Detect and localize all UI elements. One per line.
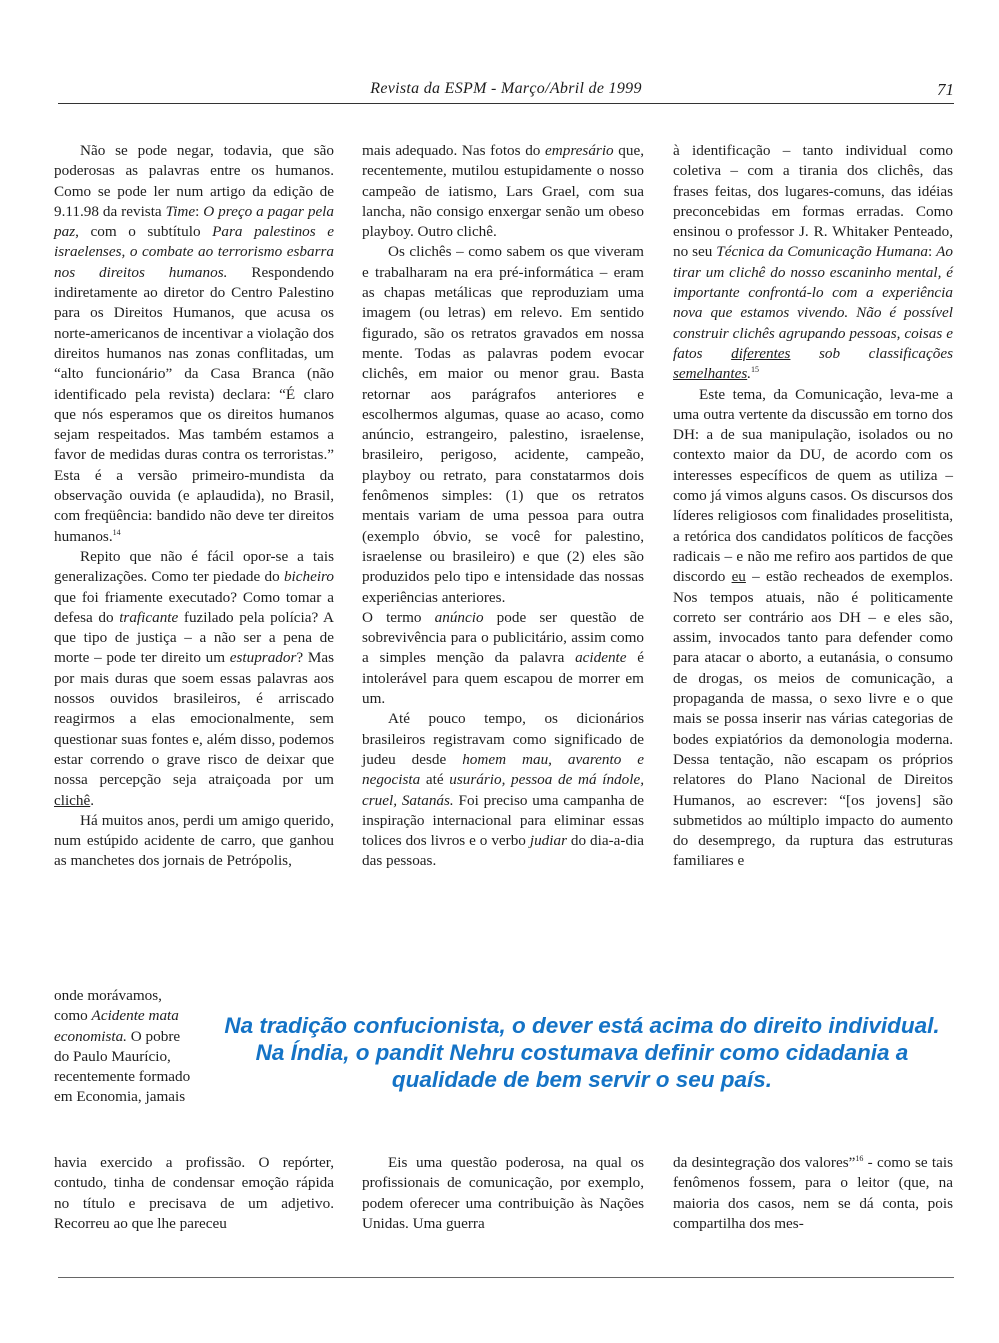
- paragraph: à identificação – tanto individual como coletiva – com a tirania dos clichês, das frases feitas, dos lugares-comuns, das idéias preconcebidas em formas erradas. Como ensinou o professor J. R. Whitaker Penteado, no seu Técnica da Comunicação Humana: Ao tirar um clichê do nosso escaninho mental, é importante confrontá-lo com a experiência nova que estamos vivendo. Não é possível construir clichês agrupando pessoas, coisas e fatos diferentes sob classificações semelhantes.$^{15}$: [673, 142, 954, 383]
- paragraph: Eis uma questão poderosa, na qual os profissionais de comunicação, por exemplo, podem oferecer uma contribuição às Nações Unidas. Uma guerra: [362, 1154, 644, 1232]
- column-1-narrow: onde morávamos, como Acidente mata economista. O pobre do Paulo Maurício, recentemente formado em Economia, jamais: [54, 987, 191, 1106]
- column-2: [362, 141, 644, 872]
- journal-title: Revista da ESPM - Março/Abril de 1999: [370, 80, 642, 97]
- footnote-ref: 15: [751, 365, 760, 375]
- paragraph: Repito que não é fácil opor-se a tais generalizações. Como ter piedade do bicheiro que foi friamente executado? Como tomar a defesa do traficante fuzilado pela polícia? A que tipo de justiça – a não ser a pena de morte – pode ter direito um estuprador? Mas por mais duras que soem essas palavras aos nossos ouvidos brasileiros, é arriscado reagirmos a elas emocionalmente, sem questionar suas fontes e, além disso, podemos estar correndo o grave risco de deixar que nossa percepção seja atraiçoada por um clichê.: [54, 547, 334, 809]
- paragraph: Não se pode negar, todavia, que são poderosas as palavras entre os humanos. Como se pode ler num artigo da edição de 9.11.98 da revista Time: O preço a pagar pela paz, com o subtítulo Para palestinos e israelenses, o combate ao terrorismo esbarra nos direitos humanos. Respondendo indiretamente ao diretor do Centro Palestino para os Direitos Humanos, que acusa os norte-americanos de incentivar a violação dos direitos humanos nas zonas conflitadas, um “alto funcionário” da Casa Branca (não identificado pela revista) declara: “É claro que nós esperamos que os direitos humanos sejam respeitados. Mas também estamos a favor de medidas duras contra os terroristas.” Esta é a versão primeiro-mundista da observação ouvida (e aplaudida), no Brasil, com freqüência: bandido não deve ter direitos humanos.$^{14}$: [54, 142, 334, 545]
- pull-quote: Na tradição confucionista, o dever está acima do direito individual. Na Índia, o pandit Nehru costumava definir como cidadania a qualidade de bem servir o seu país.: [224, 1013, 940, 1092]
- paragraph: Os clichês – como sabem os que viveram e trabalharam na era pré-informática – eram as chapas metálicas que reproduziam uma imagem (ou letras) em relevo. Em sentido figurado, são os retratos gravados em nossa mente. Todas as palavras podem evocar clichês, em maior ou menor grau. Basta retornar aos parágrafos anteriores e escolhermos algumas, quase ao acaso, como anúncio, estrangeiro, palestino, israelense, brasileiro, perigoso, acidente, campeão, playboy ou retrato, para constatarmos dois fenômenos simples: (1) que os retratos mentais variam de uma pessoa para outra (exemplo óbvio, se você for palestino, israelense ou brasileiro) e que (2) eles são produzidos pelo tipo e intensidade das nossas experiências anteriores.: [362, 243, 644, 606]
- column-1-bottom: [54, 1153, 334, 1234]
- footnote-ref: 16: [855, 1153, 864, 1163]
- footer-rule: [58, 1277, 954, 1278]
- page-number: 71: [937, 80, 954, 99]
- paragraph: havia exercido a profissão. O repórter, contudo, tinha de condensar emoção rápida no título e precisava de um adjetivo. Recorreu ao que lhe pareceu: [54, 1154, 334, 1232]
- paragraph: Até pouco tempo, os dicionários brasileiros registravam como significado de judeu desde homem mau, avarento e negocista até usurário, pessoa de má índole, cruel, Satanás. Foi preciso uma campanha de inspiração internacional para eliminar essas tolices dos livros e o verbo judiar do dia-a-dia das pessoas.: [362, 710, 645, 870]
- paragraph: mais adequado. Nas fotos do empresário que, recentemente, mutilou estupidamente o nosso campeão de iatismo, Lars Grael, com sua lancha, não consigo enxergar senão um obeso playboy. Outro clichê.: [362, 142, 644, 241]
- column-3-bottom: [673, 1153, 953, 1234]
- running-header: [58, 80, 954, 102]
- paragraph: Há muitos anos, perdi um amigo querido, num estúpido acidente de carro, que ganhou as manchetes dos jornais de Petrópolis,: [54, 811, 334, 870]
- column-3: [673, 141, 953, 872]
- column-2-bottom: [362, 1153, 644, 1234]
- footnote-ref: 14: [112, 527, 121, 537]
- paragraph: da desintegração dos valores”$^{16}$ - como se tais fenômenos fossem, para o leitor (que, na maioria dos casos, nem se dá conta, pois compartilha dos mes-: [673, 1153, 953, 1232]
- paragraph: Este tema, da Comunicação, leva-me a uma outra vertente da discussão em torno dos DH: a de sua manipulação, isolados ou no contexto maior da DU, de acordo com os interesses específicos de quem as utiliza – como já vimos alguns casos. Os discursos dos líderes religiosos com finalidades proselitista, a retórica dos candidatos políticos de facções radicais – e não me refiro aos partidos de que discordo eu – estão recheados de exemplos. Nos tempos atuais, não é politicamente correto ser contrário aos DH – e eles são, assim, invocados tanto para defender como para atacar o aborto, a eutanásia, o consumo de drogas, os meios de comunicação, a propaganda de massa, o sexo livre e o que mais se possa inserir nas várias categorias de bodes expiatórios da demonologia moderna. Dessa tentação, não escapam os próprios relatores do Plano Nacional de Direitos Humanos, ao escrever: “[os jovens] são submetidos ao múltiplo impacto do aumento do desemprego, da ruptura das estruturas familiares e: [673, 385, 953, 870]
- paragraph: O termo anúncio pode ser questão de sobrevivência para o publicitário, assim como a simples menção da palavra acidente é intolerável para quem escapou de morrer em um.: [362, 608, 644, 708]
- column-1: [54, 141, 334, 872]
- header-rule: [58, 103, 954, 104]
